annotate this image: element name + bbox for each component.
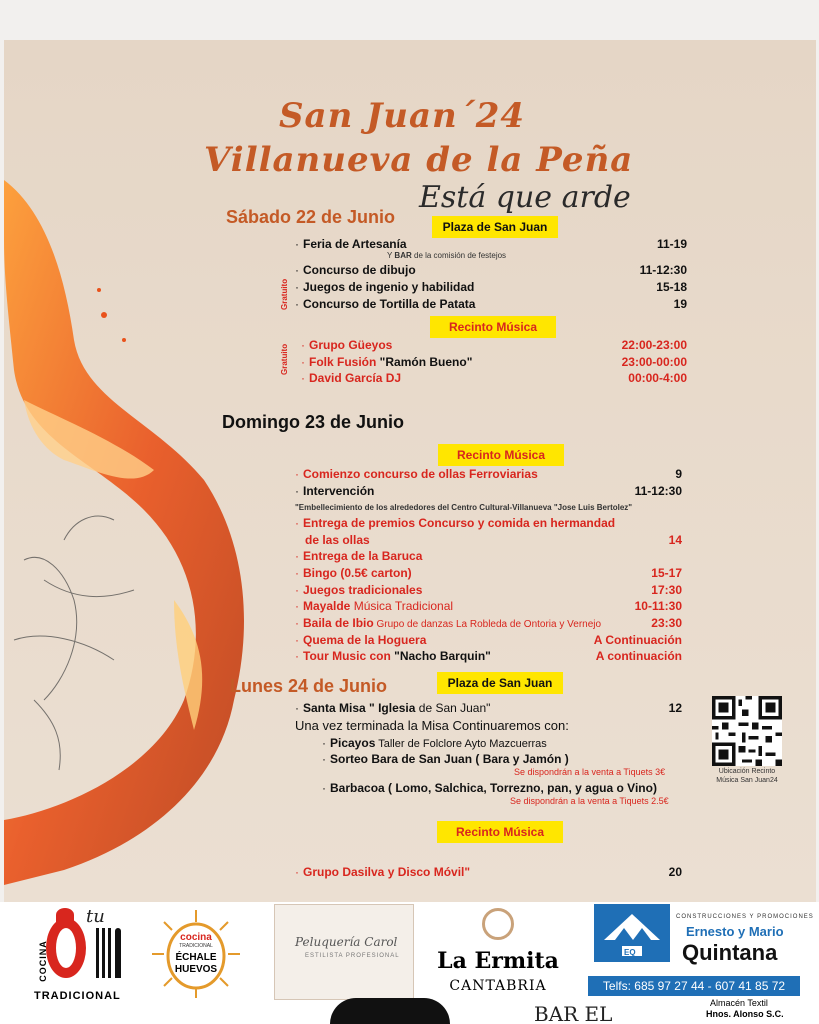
event-time: 20 — [668, 865, 682, 879]
event-misa: · Santa Misa " Iglesia de San Juan" — [295, 701, 491, 715]
title-line1: San Juan´24 — [279, 96, 526, 136]
event-label: Feria de Artesanía — [303, 237, 407, 251]
event-baruca: · Entrega de la Baruca — [295, 549, 423, 563]
event-dibujo: · Concurso de dibujo — [295, 263, 416, 277]
event-time: 23:00-00:00 — [621, 355, 687, 369]
event-time: 15-17 — [651, 566, 682, 580]
event-folk: · Folk Fusión "Ramón Bueno" — [301, 355, 473, 369]
event-sorteo: · Sorteo Bara de San Juan ( Bara y Jamón ) — [322, 752, 569, 766]
event-dasilva: · Grupo Dasilva y Disco Móvil" — [295, 865, 471, 879]
event-time: 00:00-4:00 — [628, 371, 687, 385]
event-hoguera: · Quema de la Hoguera — [295, 633, 427, 647]
day-sunday: Domingo 23 de Junio — [222, 412, 405, 432]
event-ollas: · Comienzo concurso de ollas Ferroviarias — [295, 467, 538, 481]
title-line2: Villanueva de la Peña — [204, 140, 634, 180]
event-time: 11-19 — [656, 237, 687, 251]
intervencion-note: "Embellecimiento de los alrededores del Centro Cultural-Villanueva "Jose Luis Bertolez" — [295, 503, 633, 512]
event-mayalde: · Mayalde Música Tradicional — [295, 599, 454, 613]
event-picayos: · Picayos Taller de Folclore Ayto Mazcuerras — [322, 736, 547, 750]
venue-recinto-sat: Recinto Música — [430, 316, 556, 338]
qr-code-icon — [712, 696, 782, 766]
chef-hat-icon — [56, 908, 74, 922]
event-tour: · Tour Music con "Nacho Barquin" — [295, 649, 491, 663]
logo-peluqueria-carol: Peluquería Carol ESTILISTA PROFESIONAL — [274, 904, 414, 1000]
event-tortilla: · Concurso de Tortilla de Patata — [295, 297, 476, 311]
event-bingo: · Bingo (0.5€ carton) — [295, 566, 412, 580]
logo-almacen-textil: Almacén Textil Hnos. Alonso S.C. — [706, 998, 784, 1019]
logo-o-shape — [46, 918, 86, 978]
event-time: 17:30 — [651, 583, 682, 597]
event-time: A continuación — [595, 649, 682, 663]
event-barbacoa: · Barbacoa ( Lomo, Salchica, Torrezno, pan, y agua o Vino) — [322, 781, 657, 795]
quintana-phone: Telfs: 685 97 27 44 - 607 41 85 72 — [588, 976, 800, 996]
poster — [4, 40, 816, 902]
barbacoa-note: Se dispondrán a la venta a Tiquets 2.5€ — [510, 796, 669, 806]
venue-plaza-sat: Plaza de San Juan — [432, 216, 558, 238]
event-time: 10-11:30 — [634, 599, 682, 613]
event-time: 23:30 — [651, 616, 682, 630]
day-saturday: Sábado 22 de Junio — [226, 207, 396, 227]
ermita-cross-icon — [482, 908, 514, 940]
tagline: Está que arde — [419, 180, 631, 215]
gratuito-label: Gratuito — [280, 343, 289, 375]
venue-recinto-mon: Recinto Música — [437, 821, 563, 843]
venue-recinto-sun: Recinto Música — [438, 444, 564, 466]
event-juegos: · Juegos de ingenio y habilidad — [295, 280, 475, 294]
feria-note: Y BAR de la comisión de festejos — [387, 251, 507, 260]
event-premios-cont: de las ollas — [305, 533, 370, 547]
quintana-house-icon: EQ — [594, 904, 670, 962]
day-monday: Lunes 24 de Junio — [230, 676, 388, 696]
logo-partial-dark — [330, 998, 450, 1024]
event-time: 11-12:30 — [639, 263, 687, 277]
venue-plaza-mon: Plaza de San Juan — [437, 672, 563, 694]
logo-quintana: EQ CONSTRUCCIONES Y PROMOCIONES Ernesto y Mario Quintana Telfs: 685 97 27 44 - 607 41 85 72 — [594, 904, 800, 1000]
gratuito-label: Gratuito — [280, 278, 289, 310]
sorteo-note: Se dispondrán a la venta a Tiquets 3€ — [514, 767, 666, 777]
event-juegos-trad: · Juegos tradicionales — [295, 583, 423, 597]
event-time: 14 — [668, 533, 682, 547]
sponsors-footer — [0, 902, 819, 1024]
event-time: 15-18 — [656, 280, 687, 294]
qr-caption: Ubicación Recinto Música San Juan24 — [716, 768, 778, 784]
event-time: 19 — [673, 297, 687, 311]
event-time: 12 — [668, 701, 682, 715]
qr-code[interactable] — [712, 696, 782, 766]
fork-knife-icon — [96, 928, 120, 980]
event-david: · David García DJ — [301, 371, 402, 385]
event-time: 9 — [675, 467, 682, 481]
event-time: 11-12:30 — [634, 484, 682, 498]
logo-bar-el: BAR EL — [534, 1002, 613, 1024]
event-time: 22:00-23:00 — [621, 338, 687, 352]
logo-cocina-tradicional: tu COCINA TRADICIONAL — [34, 906, 121, 1002]
event-intervencion: · Intervención — [295, 484, 375, 498]
logo-la-ermita: La Ermita CANTABRIA — [436, 904, 560, 1000]
event-premios: · Entrega de premios Concurso y comida en hermandad — [295, 516, 616, 530]
logo-echale-huevos: cocina TRADICIONAL ÉCHALE HUEVOS — [150, 908, 242, 1000]
event-baila: · Baila de Ibio Grupo de danzas La Robleda de Ontoria y Vernejo — [295, 616, 602, 630]
event-time: A Continuación — [593, 633, 682, 647]
event-gueyos: · Grupo Güeyos — [301, 338, 393, 352]
after-misa-text: Una vez terminada la Misa Continuaremos con: — [295, 718, 569, 733]
event-feria: · Feria de Artesanía — [295, 237, 407, 251]
